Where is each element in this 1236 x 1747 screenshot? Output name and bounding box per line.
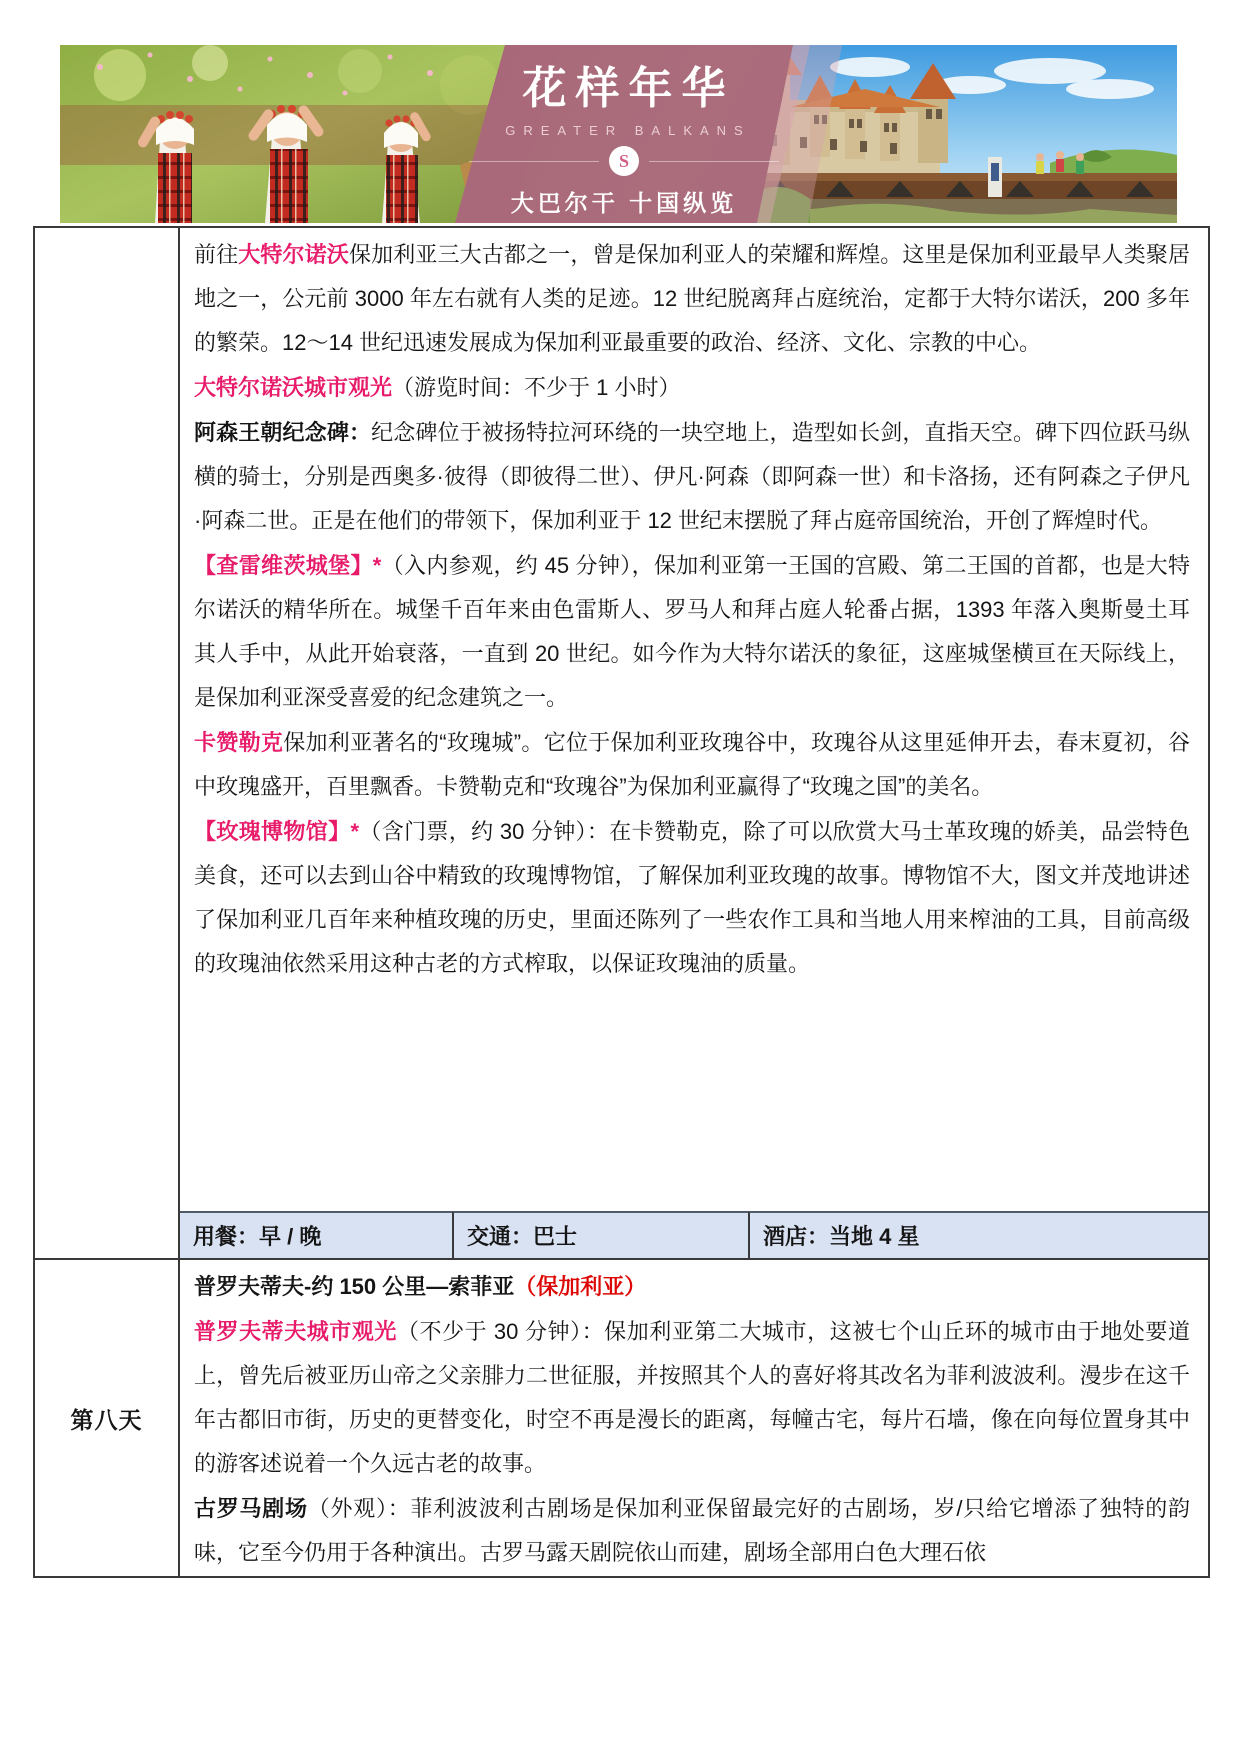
itinerary-paragraph [194, 721, 1190, 809]
banner-content [455, 45, 793, 223]
itinerary-paragraph [194, 1265, 1190, 1309]
logo-divider-line [649, 161, 779, 162]
text-run-pink: 【查雷维茨城堡】* [194, 553, 382, 578]
itinerary-table [33, 226, 1210, 1578]
text-run-pink: 大特尔诺沃 [238, 242, 349, 267]
banner-tagline: 大巴尔干 十国纵览 [510, 190, 738, 216]
text-run-plain: （不少于 30 分钟）：保加利亚第二大城市，这被七个山丘环的城市由于地处要道上，曾先后被亚历山帝之父亲腓力二世征服，并按照其个人的喜好将其改名为菲利波波利。漫步在这千年古都旧市街，历史的更替变化，时空不再是漫长的距离，每幢古宅，每片石墙，像在向每位置身其中的游客述说着一个久远古老的故事。 [194, 1319, 1190, 1476]
banner-subtitle: GREATER BALKANS [505, 123, 751, 138]
meal-cell [180, 1211, 452, 1258]
text-run-pink: 【玫瑰博物馆】* [194, 819, 360, 844]
text-run-plain: （入内参观，约 45 分钟），保加利亚第一王国的宫殿、第二王国的首都，也是大特尔诺沃的精华所在。城堡千百年来由色雷斯人、罗马人和拜占庭人轮番占据，1393 年落入奥斯曼土耳其人手中，从此开始衰落，一直到 20 世纪。如今作为大特尔诺沃的象征，这座城堡横亘在天际线上，是保加利亚深受喜爱的纪念建筑之一。 [194, 553, 1190, 710]
itinerary-paragraph [194, 1310, 1190, 1486]
hotel-text: 酒店：当地 4 星 [763, 1224, 920, 1249]
text-run-plain: 保加利亚三大古都之一，曾是保加利亚人的荣耀和辉煌。这里是保加利亚最早人类聚居地之一，公元前 3000 年左右就有人类的足迹。12 世纪脱离拜占庭统治，定都于大特尔诺沃，200 多年的繁荣。12～14 世纪迅速发展成为保加利亚最重要的政治、经济、文化、宗教的中心。 [194, 242, 1190, 355]
text-run-pink: 大特尔诺沃城市观光 [194, 375, 393, 400]
brand-logo-icon: S [609, 146, 639, 176]
itinerary-paragraph [194, 411, 1190, 543]
text-run-plain: （游览时间：不少于 1 小时） [392, 375, 681, 400]
text-run-plain: 保加利亚著名的“玫瑰城”。它位于保加利亚玫瑰谷中，玫瑰谷从这里延伸开去，春末夏初，谷中玫瑰盛开，百里飘香。卡赞勒克和“玫瑰谷”为保加利亚赢得了“玫瑰之国”的美名。 [194, 730, 1190, 799]
hotel-cell [748, 1211, 1208, 1258]
day-column-cell-empty [35, 228, 180, 1258]
text-run-plain: 纪念碑位于被扬特拉河环绕的一块空地上，造型如长剑，直指天空。碑下四位跃马纵横的骑士，分别是西奥多·彼得（即彼得二世）、伊凡·阿森（即阿森一世）和卡洛扬，还有阿森之子伊凡·阿森二世。正是在他们的带领下，保加利亚于 12 世纪末摆脱了拜占庭帝国统治，开创了辉煌时代。 [194, 420, 1190, 533]
text-run-pink: 普罗夫蒂夫城市观光 [194, 1319, 397, 1344]
day8-label: 第八天 [70, 1406, 143, 1433]
itinerary-paragraph [194, 810, 1190, 986]
transport-cell [452, 1211, 748, 1258]
text-run-plain: 前往 [194, 242, 239, 267]
meal-text: 用餐：早 / 晚 [193, 1224, 322, 1249]
banner-title: 花样年华 [522, 64, 735, 113]
day8-description-cell [180, 1258, 1208, 1576]
itinerary-paragraph [194, 233, 1190, 365]
text-run-pink: 卡赞勒克 [194, 730, 284, 755]
text-run-bold: 普罗夫蒂夫-约 150 公里—索菲亚 [194, 1274, 515, 1299]
text-run-bold: 古罗马剧场 [194, 1496, 308, 1521]
header-banner [60, 45, 1177, 223]
logo-divider-line [469, 161, 599, 162]
text-run-plain: （含门票，约 30 分钟）：在卡赞勒克，除了可以欣赏大马士革玫瑰的娇美，品尝特色美食，还可以去到山谷中精致的玫瑰博物馆，了解保加利亚玫瑰的故事。博物馆不大，图文并茂地讲述了保加利亚几百年来种植玫瑰的历史，里面还陈列了一些农作工具和当地人用来榨油的工具，目前高级的玫瑰油依然采用这种古老的方式榨取，以保证玫瑰油的质量。 [194, 819, 1191, 976]
itinerary-paragraph [194, 366, 1190, 410]
text-run-red: （保加利亚） [514, 1274, 647, 1299]
transport-text: 交通：巴士 [467, 1224, 578, 1249]
text-run-plain: （外观）：菲利波波利古剧场是保加利亚保留最完好的古剧场，岁/只给它增添了独特的韵味，它至今仍用于各种演出。古罗马露天剧院依山而建，剧场全部用白色大理石依 [194, 1496, 1190, 1565]
itinerary-paragraph [194, 544, 1190, 720]
day-description-cell [180, 228, 1208, 1211]
itinerary-paragraph [194, 1487, 1190, 1575]
day8-label-cell [35, 1258, 180, 1576]
text-run-bold: 阿森王朝纪念碑： [194, 420, 372, 445]
banner-logo-row [469, 146, 779, 176]
